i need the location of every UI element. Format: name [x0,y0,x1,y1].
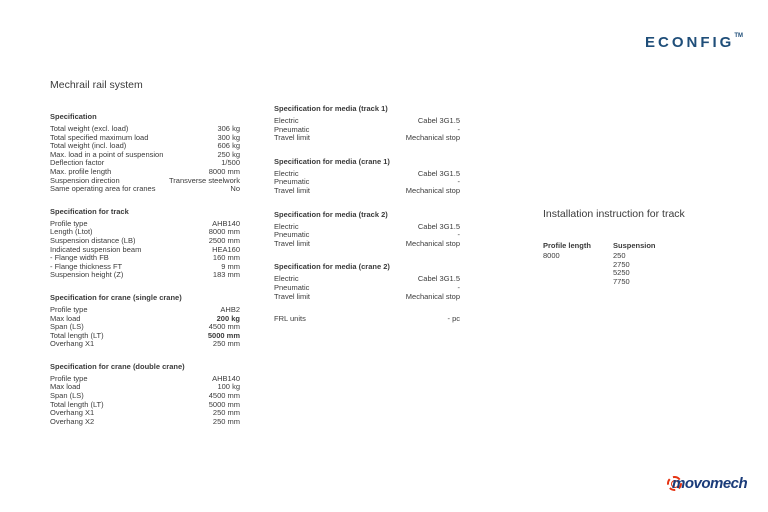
spec-row-value: Mechanical stop [405,185,460,195]
spec-row-value: - [457,282,460,292]
spec-row-label: - Flange thickness FT [50,261,123,271]
suspension-header: Suspension [613,241,656,250]
econfig-logo [645,34,743,51]
spec-row-label: Max load [50,382,81,392]
spec-row-value: AHB140 [212,373,240,383]
section-rows [50,375,240,427]
spec-row-label: Travel limit [274,238,310,248]
spec-row-label: Overhang X1 [50,408,95,418]
spec-row-label: Max. profile length [50,166,112,176]
spec-row-value: 200 kg [216,313,240,323]
section-rows [274,275,460,301]
spec-row-label: Profile type [50,304,88,314]
spec-row-value: AHB140 [212,218,240,228]
spec-row [50,271,240,280]
spec-row-label: Total weight (incl. load) [50,141,127,151]
frl-units-value: - pc [447,314,460,324]
section-media-crane-2 [274,262,460,301]
spec-row [274,293,460,302]
spec-row-label: Total specified maximum load [50,132,149,142]
movomech-logo-text: movomech [672,475,748,492]
spec-row-label: - Flange width FB [50,253,109,263]
section-specification [50,112,240,194]
spec-row-label: Overhang X2 [50,416,95,426]
spec-row-label: Max load [50,313,81,323]
spec-row-label: Length (Ltot) [50,227,93,237]
movomech-logo [667,473,747,499]
profile-length-column [543,242,613,287]
section-heading: Specification for media (crane 2) [274,262,390,272]
spec-row-label: Span (LS) [50,391,84,401]
spec-row-value: 250 kg [217,149,240,159]
spec-row-value: HEA160 [212,244,240,254]
spec-row-value: - [457,230,460,240]
spec-row-label: Pneumatic [274,282,310,292]
suspension-values [613,252,673,287]
spec-row-value: 1/500 [221,158,240,168]
section-rows [50,220,240,280]
section-specification-track [50,207,240,280]
spec-row-label: Deflection factor [50,158,105,168]
section-heading: Specification [50,112,97,121]
spec-row-label: Electric [274,221,299,231]
spec-row-label: Pneumatic [274,177,310,187]
spec-row-label: Profile type [50,218,88,228]
section-heading: Specification for media (track 1) [274,104,388,113]
spec-row-value: 5000 mm [207,330,240,340]
spec-row-value: Cabel 3G1.5 [417,274,460,284]
spec-row-label: Profile type [50,373,88,383]
frl-units-row [274,315,460,324]
trademark-symbol: TM [734,33,743,39]
spec-row-value: 100 kg [217,382,240,392]
spec-row-label: Pneumatic [274,124,310,134]
spec-row-value: AHB2 [220,304,240,314]
list-item: 2750 [613,259,630,269]
spec-row-value: Mechanical stop [405,291,460,301]
spec-row-value: 160 mm [212,253,240,263]
spec-row [50,418,240,427]
spec-row-value: Cabel 3G1.5 [417,168,460,178]
spec-row-value: Transverse steelwork [169,175,240,185]
spec-row-value: Cabel 3G1.5 [417,221,460,231]
spec-row-value: 8000 mm [208,166,240,176]
section-rows [50,125,240,194]
section-media-track-1 [274,104,460,143]
spec-row-label: Same operating area for cranes [50,184,156,194]
installation-heading: Installation instruction for track [543,208,685,220]
right-column [543,208,685,287]
installation-table [543,242,685,287]
spec-row [274,240,460,249]
spec-row-label: Electric [274,116,299,125]
section-crane-double [50,362,240,427]
spec-row-value: Cabel 3G1.5 [417,116,460,125]
spec-row-label: Indicated suspension beam [50,244,142,254]
spec-row-value: 8000 mm [208,227,240,237]
section-rows [50,306,240,349]
spec-row-value: 306 kg [217,124,240,133]
spec-row-label: Max. load in a point of suspension [50,149,164,159]
spec-row-label: Total length (LT) [50,330,104,340]
spec-row-label: Span (LS) [50,322,84,332]
spec-row-label: Total length (LT) [50,399,104,409]
spec-row-value: - [457,177,460,187]
frl-units-label: FRL units [274,314,306,324]
spec-row [274,187,460,196]
spec-row-label: Suspension direction [50,175,120,185]
list-item: 7750 [613,277,630,287]
spec-row-value: 183 mm [212,270,240,280]
spec-row-label: Travel limit [274,185,310,195]
section-heading: Specification for crane (double crane) [50,361,185,371]
left-column [50,112,240,439]
spec-row-value: Mechanical stop [405,133,460,143]
profile-length-value: 8000 [543,250,560,260]
spec-row-label: Electric [274,168,299,178]
list-item: 5250 [613,268,630,278]
spec-row [274,134,460,143]
section-crane-single [50,293,240,349]
spec-row-value: 4500 mm [208,322,240,332]
suspension-column [613,242,673,287]
spec-row-value: 250 mm [212,339,240,349]
section-rows [274,170,460,196]
econfig-logo-text: ECONFIG [644,34,735,51]
section-rows [274,117,460,143]
spec-row-label: Suspension distance (LB) [50,235,136,245]
spec-row-value: No [230,184,240,194]
spec-row-value: 250 mm [212,416,240,426]
list-item: 250 [613,250,626,260]
spec-row-label: Pneumatic [274,230,310,240]
spec-row-value: 606 kg [217,141,240,151]
spec-row [50,340,240,349]
spec-row-value: 5000 mm [208,399,240,409]
spec-row [50,185,240,194]
middle-column [274,104,460,324]
section-heading: Specification for media (crane 1) [274,156,390,166]
section-heading: Specification for crane (single crane) [50,292,182,302]
spec-row-label: Overhang X1 [50,339,95,349]
spec-row-value: - [457,124,460,134]
spec-row-value: 4500 mm [208,391,240,401]
spec-row-value: 2500 mm [208,235,240,245]
spec-row-value: Mechanical stop [405,238,460,248]
spec-row-label: Travel limit [274,133,310,143]
spec-row-value: 9 mm [221,261,240,271]
section-rows [274,223,460,249]
section-heading: Specification for track [50,206,129,216]
section-heading: Specification for media (track 2) [274,209,388,219]
spec-row-label: Travel limit [274,291,310,301]
spec-row-label: Electric [274,274,299,284]
spec-row-value: 250 mm [212,408,240,418]
spec-row-label: Suspension height (Z) [50,270,124,280]
section-media-crane-1 [274,157,460,196]
page-title: Mechrail rail system [50,79,143,91]
spec-row-value: 300 kg [217,132,240,142]
spec-row-label: Total weight (excl. load) [50,124,129,133]
profile-length-header: Profile length [543,241,591,250]
section-media-track-2 [274,210,460,249]
